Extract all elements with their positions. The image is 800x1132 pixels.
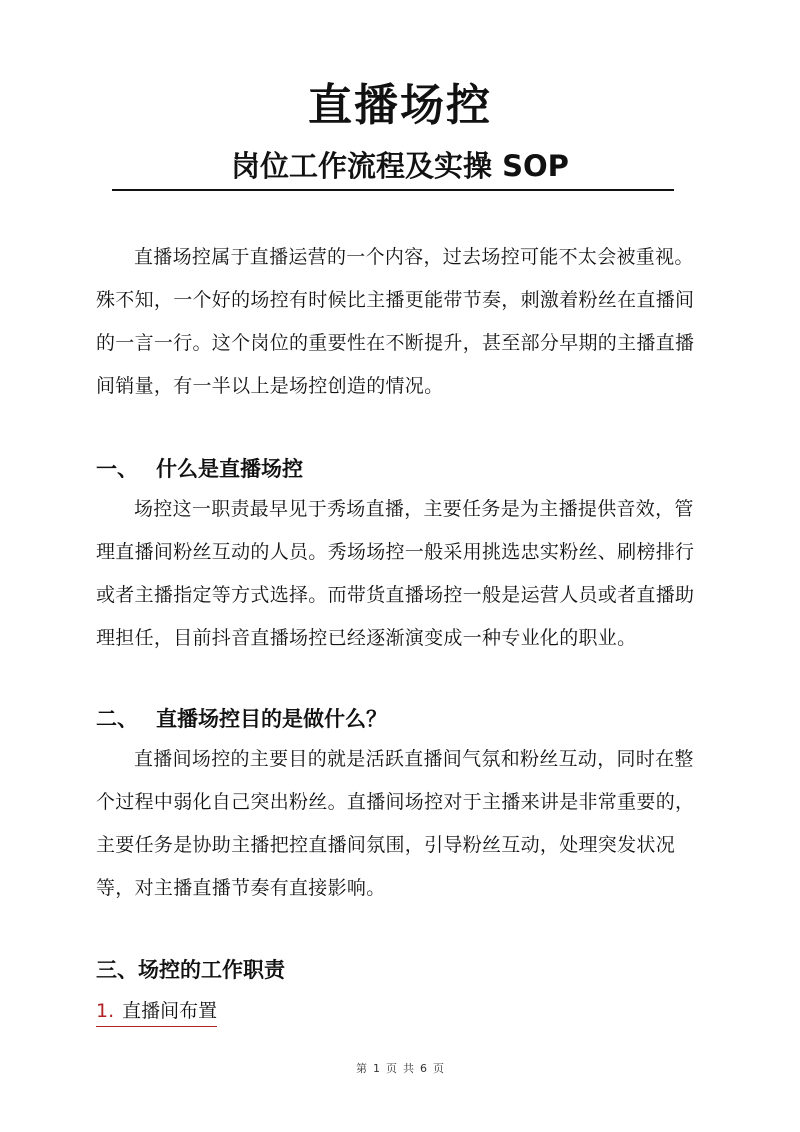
intro-paragraph: 直播场控属于直播运营的一个内容，过去场控可能不太会被重视。殊不知，一个好的场控有时候比主播更能带节奏，刺激着粉丝在直播间的一言一行。这个岗位的重要性在不断提升，甚至部分早期的主播直播间销量，有一半以上是场控创造的情况。 <box>96 246 695 397</box>
subsection-number: 1. <box>96 1000 115 1022</box>
title-divider <box>112 189 674 191</box>
section-heading-1 <box>96 454 710 484</box>
section-title: 什么是直播场控 <box>156 457 303 481</box>
section-heading-3: 三、场控的工作职责 <box>96 958 285 982</box>
footer-page-unit: 页 <box>386 1062 397 1075</box>
footer-prefix: 第 <box>356 1062 367 1075</box>
section-body-1: 场控这一职责最早见于秀场直播，主要任务是为主播提供音效，管理直播间粉丝互动的人员。秀场场控一般采用挑选忠实粉丝、刷榜排行或者主播指定等方式选择。而带货直播场控一般是运营人员或者直播助理担任，目前抖音直播场控已经逐渐演变成一种专业化的职业。 <box>96 498 695 649</box>
total-pages-number: 6 <box>420 1062 427 1075</box>
footer-total-prefix: 共 <box>403 1062 414 1075</box>
footer-total-unit: 页 <box>433 1062 444 1075</box>
section-body-2: 直播间场控的主要目的就是活跃直播间气氛和粉丝互动，同时在整个过程中弱化自己突出粉丝。直播间场控对于主播来讲是非常重要的，主要任务是协助主播把控直播间氛围，引导粉丝互动，处理突发状况等，对主播直播节奏有直接影响。 <box>96 748 695 899</box>
current-page-number: 1 <box>373 1062 380 1075</box>
page-footer <box>0 1060 800 1076</box>
section-heading-2 <box>96 704 710 734</box>
document-subtitle: 岗位工作流程及实操 SOP <box>231 149 569 183</box>
subsection-link[interactable] <box>96 996 217 1027</box>
section-number: 一、 <box>96 457 138 481</box>
section-title: 直播场控目的是做什么？ <box>156 707 387 731</box>
section-number: 二、 <box>96 707 138 731</box>
subsection-label: 直播间布置 <box>122 1000 218 1022</box>
document-title: 直播场控 <box>308 80 492 131</box>
